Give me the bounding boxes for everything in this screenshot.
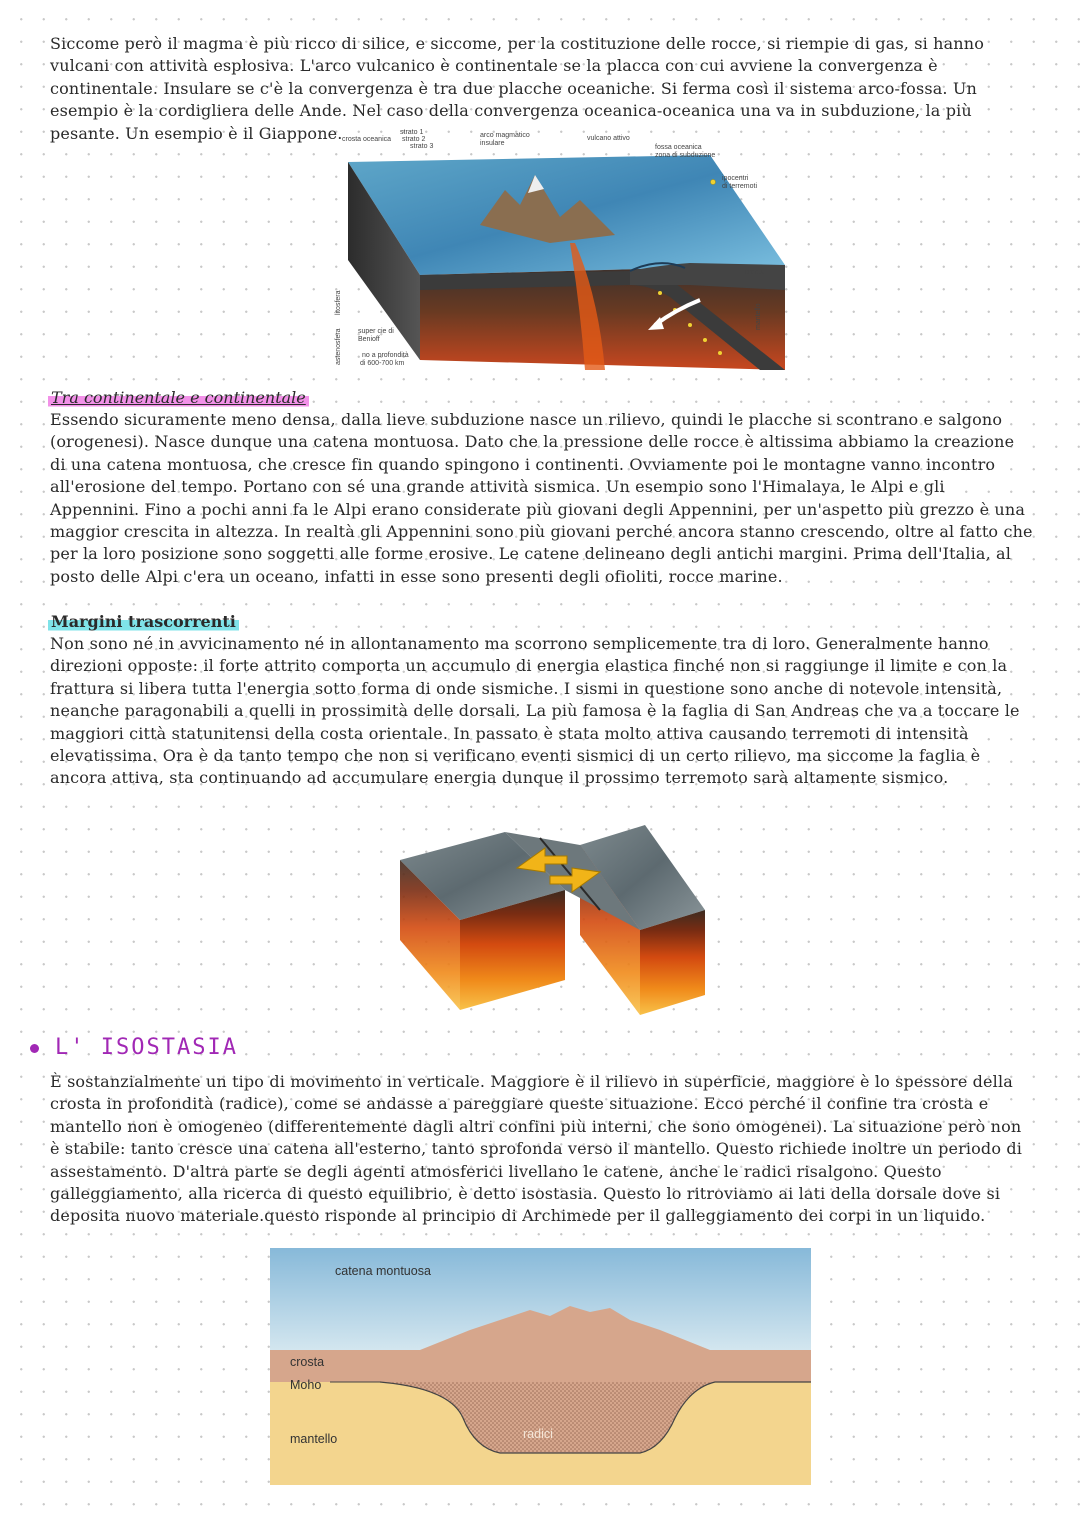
bullet-icon xyxy=(30,1044,39,1053)
label-depth-1: no a profondità xyxy=(362,352,409,359)
section-isostasy-title: L' ISOSTASIA xyxy=(55,1035,238,1060)
isostasy-diagram xyxy=(270,1248,811,1485)
label-crosta: crosta xyxy=(745,269,765,276)
label-litosfera: litosfera xyxy=(335,290,342,315)
paragraph-isostasy: È sostanzialmente un tipo di movimento in verticale. Maggiore è il rilievo in superficie, maggiore è lo spessore della crosta in profondità (radice), come se andasse a pareggiare queste situazione. Ecco perché il confine tra crosta e mantello non è omogeneo (differentemente dagli altri confini più interni, che sono omogenei). La situazione però non è stabile: tanto cresce una catena all'esterno, tanto sprofonda verso il mantello. Questo richiede inoltre un periodo di assestamento. D'altra parte se degli agenti atmosferici livellano le catene, anche le radici risalgono. Questo galleggiamento, alla ricerca di questo equilibrio, è detto isostasia. Questo lo ritroviamo ai lati della dorsale dove si deposita nuovo materiale.questo risponde al principio di Archimede per il galleggiamento dei corpi in un liquido. xyxy=(50,1072,1023,1226)
label-radici: radici xyxy=(523,1427,553,1441)
label-ipocentri-2: di terremoti xyxy=(722,183,758,190)
label-crosta-oceanica: crosta oceanica xyxy=(342,136,392,143)
label-vulcano: vulcano attivo xyxy=(587,135,630,142)
label-astenosfera: astenosfera xyxy=(335,328,342,365)
label-catena: catena montuosa xyxy=(335,1264,431,1278)
label-crosta: crosta xyxy=(290,1355,325,1369)
hypocenter-legend-dot xyxy=(711,180,716,185)
heading-continental-collision: Tra continentale e continentale xyxy=(48,388,309,408)
heading-transform-margins: Margini trascorrenti xyxy=(48,612,239,632)
label-mantello: mantello xyxy=(290,1432,338,1446)
label-fossa-2: zona di subduzione xyxy=(655,152,716,159)
label-ipocentri-1: ipocentri xyxy=(722,175,749,182)
label-strato3: strato 3 xyxy=(410,143,434,150)
label-benioff-2: Benioff xyxy=(358,336,380,343)
label-strato1: strato 1 xyxy=(400,129,424,136)
label-strato2: strato 2 xyxy=(402,136,426,143)
label-arco-1: arco magmatico xyxy=(480,132,530,139)
label-benioff-1: super cie di xyxy=(358,328,394,335)
transform-fault-diagram xyxy=(395,820,710,1020)
label-mantello: mantello xyxy=(755,303,762,330)
label-fossa-1: fossa oceanica xyxy=(655,144,702,151)
paragraph-volcanic-arcs: Siccome però il magma è più ricco di silice, e siccome, per la costituzione delle rocce, si riempie di gas, si hanno vulcani con attività esplosiva. L'arco vulcanico è continentale se la placca con cui avviene la convergenza è continentale. Insulare se c'è la convergenza è tra due placche oceaniche. Si ferma così il sistema arco-fossa. Un esempio è la cordigliera delle Ande. Nel caso della convergenza oceanica-oceanica una va in subduzione, la più pesante. Un esempio è il Giappone. xyxy=(50,34,984,143)
paragraph-continental-collision: Essendo sicuramente meno densa, dalla lieve subduzione nasce un rilievo, quindi le placche si scontrano e salgono (orogenesi). Nasce dunque una catena montuosa. Dato che la pressione delle rocce è altissima abbiamo la creazione di una catena montuosa, che cresce fin quando spingono i continenti. Ovviamente poi le montagne vanno incontro all'erosione del tempo. Portano con sé una grande attività sismica. Un esempio sono l'Himalaya, le Alpi e gli Appennini. Fino a pochi anni fa le Alpi erano considerate più giovani degli Appennini, per un'aspetto più grezzo è una maggior crescita in altezza. In realtà gli Appennini sono più giovani perché ancora stanno crescendo, oltre al fatto che per la loro posizione sono soggetti alle forme erosive. Le catene delineano degli antichi margini. Prima dell'Italia, al posto delle Alpi c'era un oceano, infatti in esse sono presenti degli ofioliti, rocce marine. xyxy=(50,410,1033,586)
label-arco-2: insulare xyxy=(480,140,505,147)
paragraph-transform-margins: Non sono né in avvicinamento né in allontanamento ma scorrono semplicemente tra di loro. Generalmente hanno direzioni opposte: il forte attrito comporta un accumulo di energia elastica finché non si raggiunge il limite e con la frattura si libera tutta l'energia sotto forma di onde sismiche. I sismi in questione sono anche di notevole intensità, neanche paragonabili a quelli in prossimità delle dorsali. La più famosa è la faglia di San Andreas che va a toccare le maggiori città statunitensi della costa orientale. In passato è stata molto attiva causando terremoti di intensità elevatissima. Ora è da tanto tempo che non si verificano eventi sismici di un certo rilievo, ma siccome la faglia è ancora attiva, sta continuando ad accumulare energia dunque il prossimo terremoto sarà altamente sismico. xyxy=(50,634,1020,788)
section-isostasy xyxy=(30,1035,238,1060)
subduction-diagram xyxy=(330,125,800,375)
label-moho: Moho xyxy=(290,1378,322,1392)
label-depth-2: di 600-700 km xyxy=(360,360,405,367)
